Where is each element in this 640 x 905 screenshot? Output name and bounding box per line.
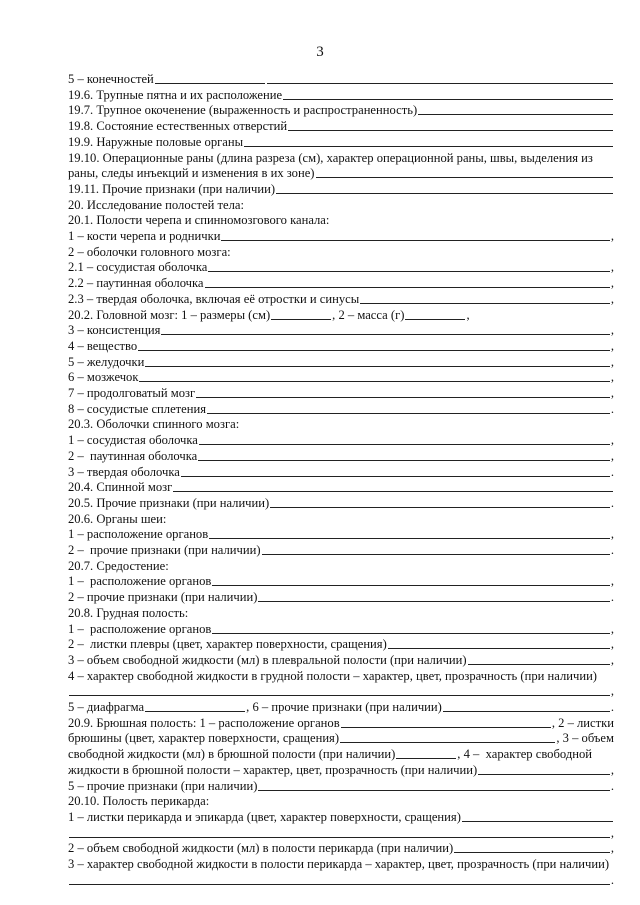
line-suffix: , [610, 354, 614, 369]
line-label: 2.2 – паутинная оболочка [68, 276, 204, 291]
form-line [68, 527, 614, 541]
line-label: 2 – объем свободной жидкости (мл) в полости перикарда (при наличии) [68, 841, 454, 856]
form-line [68, 574, 614, 588]
line-label: 5 – прочие признаки (при наличии) [68, 778, 258, 793]
blank-field[interactable] [478, 763, 610, 775]
line-suffix: , [610, 527, 614, 542]
line-suffix: , [610, 684, 614, 699]
form-line [68, 386, 614, 400]
line-suffix: , [610, 229, 614, 243]
line-label: 1 – расположение органов [68, 527, 209, 542]
line-label: 3 – твердая оболочка [68, 464, 180, 479]
line-suffix: , [466, 307, 470, 322]
line-label: 2 – оболочки головного мозга: [68, 244, 231, 259]
line-suffix: , [610, 652, 614, 667]
line-label: брюшины (цвет, характер поверхности, сращения) [68, 731, 340, 746]
form-line [68, 747, 614, 761]
blank-field[interactable] [199, 433, 610, 445]
form-line [68, 700, 614, 714]
line-label: 19.6. Трупные пятна и их расположение [68, 87, 283, 102]
line-suffix: , [610, 370, 614, 385]
form-line [68, 480, 614, 494]
blank-field[interactable] [209, 527, 610, 539]
line-suffix: , [610, 276, 614, 291]
form-line [68, 496, 614, 510]
blank-field[interactable] [205, 276, 610, 288]
blank-field[interactable] [244, 135, 613, 147]
form-line [68, 873, 614, 887]
line-label: 19.8. Состояние естественных отверстий [68, 119, 288, 134]
blank-field[interactable] [454, 841, 610, 853]
line-label: 20.10. Полость перикарда: [68, 794, 210, 809]
form-line [68, 449, 614, 463]
line-suffix: , [610, 323, 614, 338]
line-suffix: . [610, 464, 614, 479]
form-line [68, 826, 614, 840]
line-label: , 6 – прочие признаки (при наличии) [246, 700, 442, 714]
line-label: 19.11. Прочие признаки (при наличии) [68, 181, 276, 196]
form-line [68, 857, 614, 871]
blank-field[interactable] [139, 370, 609, 382]
line-label: раны, следы инъекций и изменения в их зоне) [68, 166, 315, 181]
line-label: 20.2. Головной мозг: 1 – размеры (см) [68, 307, 271, 322]
form-line [68, 72, 614, 86]
blank-field[interactable] [388, 637, 610, 649]
form-line [68, 198, 614, 212]
form-line [68, 151, 614, 165]
line-label: 3 – консистенция [68, 323, 161, 338]
form-line [68, 763, 614, 777]
line-label: 2 – паутинная оболочка [68, 448, 198, 463]
blank-field[interactable] [405, 308, 465, 320]
line-label: 19.7. Трупное окоченение (выраженность и распространенность) [68, 103, 418, 118]
form-line [68, 135, 614, 149]
line-suffix: , [610, 338, 614, 353]
line-label: 20.9. Брюшная полость: 1 – расположение органов [68, 715, 340, 730]
blank-field[interactable] [258, 779, 609, 791]
line-label: 20. Исследование полостей тела: [68, 197, 244, 212]
form-line [68, 779, 614, 793]
line-suffix: , [610, 637, 614, 652]
line-label: 20.1. Полости черепа и спинномозгового канала: [68, 213, 330, 228]
line-label: 19.10. Операционные раны (длина разреза (см), характер операционной раны, швы, выделения из [68, 150, 593, 165]
blank-field[interactable] [221, 229, 609, 241]
form-line [68, 276, 614, 290]
line-suffix: , [610, 260, 614, 275]
line-label: 4 – вещество [68, 338, 138, 353]
form-line [68, 355, 614, 369]
line-label: 6 – мозжечок [68, 370, 139, 385]
blank-field[interactable] [138, 339, 610, 351]
form-line [68, 622, 614, 636]
blank-field[interactable] [173, 480, 613, 492]
line-suffix: , [610, 621, 614, 636]
form-line [68, 512, 614, 526]
form-line [68, 653, 614, 667]
form-line [68, 684, 614, 698]
line-label: 2 – листки плевры (цвет, характер поверхности, сращения) [68, 637, 387, 652]
form-line [68, 731, 614, 745]
form-line [68, 606, 614, 620]
blank-field[interactable] [396, 747, 456, 759]
line-suffix: . [610, 590, 614, 605]
line-label: 20.8. Грудная полость: [68, 605, 189, 620]
line-suffix: , [610, 841, 614, 856]
line-label: 2 – прочие признаки (при наличии) [68, 543, 261, 557]
blank-field[interactable] [288, 119, 613, 131]
blank-field[interactable] [161, 323, 609, 335]
line-suffix: , [610, 825, 614, 840]
blank-field[interactable] [258, 590, 609, 602]
line-label: 3 – характер свободной жидкости в полости перикарда – характер, цвет, прозрачность (при наличии) [68, 857, 610, 871]
blank-field[interactable] [212, 574, 610, 586]
blank-field[interactable] [316, 166, 613, 178]
form-line [68, 245, 614, 259]
blank-field[interactable] [208, 260, 610, 272]
blank-field[interactable] [462, 810, 613, 822]
blank-field[interactable] [155, 72, 265, 84]
line-label: 5 – диафрагма [68, 700, 145, 714]
blank-field[interactable] [443, 700, 610, 712]
form-line [68, 213, 614, 227]
form-line [68, 810, 614, 824]
blank-field[interactable] [340, 731, 555, 743]
line-label: 20.7. Средостение: [68, 558, 169, 573]
form-line [68, 166, 614, 180]
form-line [68, 88, 614, 102]
line-label: , 2 – масса (г) [332, 307, 405, 322]
blank-field[interactable] [468, 653, 610, 665]
blank-field[interactable] [270, 496, 610, 508]
blank-field[interactable] [271, 308, 331, 320]
line-suffix: . [610, 778, 614, 793]
form-line [68, 543, 614, 557]
line-label: 20.3. Оболочки спинного мозга: [68, 417, 240, 432]
line-suffix: , [610, 574, 614, 589]
form-line [68, 339, 614, 353]
blank-field[interactable] [418, 103, 613, 115]
blank-field[interactable] [69, 873, 610, 885]
form-line [68, 292, 614, 306]
line-label: 4 – характер свободной жидкости в грудной полости – характер, цвет, прозрачность (при наличии) [68, 668, 597, 683]
line-label: 1 – сосудистая оболочка [68, 433, 198, 448]
form-line [68, 559, 614, 573]
form-line [68, 260, 614, 274]
blank-field[interactable] [360, 292, 610, 304]
line-suffix: , [610, 433, 614, 448]
blank-field[interactable] [207, 402, 610, 414]
line-label: 1 – кости черепа и роднички [68, 229, 221, 243]
form-line [68, 182, 614, 196]
form-line [68, 433, 614, 447]
form-line [68, 841, 614, 855]
blank-field[interactable] [198, 449, 610, 461]
form-line [68, 637, 614, 651]
form-line [68, 794, 614, 808]
line-label: 2 – прочие признаки (при наличии) [68, 590, 258, 605]
form-line [68, 417, 614, 431]
blank-field[interactable] [341, 716, 551, 728]
line-label: 20.6. Органы шеи: [68, 511, 167, 526]
line-suffix: , [610, 448, 614, 463]
line-suffix: . [610, 872, 614, 887]
form-line [68, 465, 614, 479]
form-line [68, 370, 614, 384]
form-line [68, 308, 614, 322]
form-line [68, 119, 614, 133]
blank-field[interactable] [196, 386, 610, 398]
line-label: 20.4. Спинной мозг [68, 480, 173, 495]
line-label: 20.5. Прочие признаки (при наличии) [68, 495, 270, 510]
line-suffix: . [610, 495, 614, 510]
form-line [68, 103, 614, 117]
line-label: 5 – желудочки [68, 354, 145, 369]
blank-field[interactable] [181, 465, 610, 477]
line-suffix: , 2 – листки [551, 715, 614, 730]
line-label: 3 – объем свободной жидкости (мл) в плевральной полости (при наличии) [68, 652, 467, 667]
line-label: свободной жидкости (мл) в брюшной полости (при наличии) [68, 747, 396, 762]
line-label: 7 – продолговатый мозг [68, 386, 196, 400]
line-suffix: . [610, 543, 614, 557]
line-label: , 4 – характер свободной [457, 747, 593, 762]
blank-field[interactable] [283, 88, 613, 100]
blank-field[interactable] [212, 622, 610, 634]
form-line [68, 323, 614, 337]
form-line [68, 669, 614, 683]
line-label: 1 – листки перикарда и эпикарда (цвет, характер поверхности, сращения) [68, 809, 461, 824]
form-line [68, 716, 614, 730]
blank-field[interactable] [145, 355, 609, 367]
line-suffix: . [610, 401, 614, 416]
blank-field[interactable] [267, 72, 613, 84]
line-label: 19.9. Наружные половые органы [68, 134, 244, 149]
line-label: жидкости в брюшной полости – характер, цвет, прозрачность (при наличии) [68, 762, 478, 777]
line-suffix: , 3 – объем [556, 731, 614, 746]
form-line [68, 402, 614, 416]
form-line [68, 229, 614, 243]
blank-field[interactable] [69, 826, 610, 838]
blank-field[interactable] [262, 543, 610, 555]
line-label: 8 – сосудистые сплетения [68, 401, 207, 416]
line-label: 5 – конечностей [68, 72, 154, 86]
line-label: 1 – расположение органов [68, 574, 212, 589]
line-label: 1 – расположение органов [68, 621, 212, 636]
line-label: 2.3 – твердая оболочка, включая её отростки и синусы [68, 291, 360, 306]
form-line [68, 590, 614, 604]
line-suffix: , [610, 291, 614, 306]
line-label: 2.1 – сосудистая оболочка [68, 260, 208, 275]
line-suffix: , [610, 386, 614, 400]
blank-field[interactable] [145, 700, 245, 712]
line-suffix: , [610, 762, 614, 777]
blank-field[interactable] [69, 684, 610, 696]
line-suffix: . [610, 700, 614, 714]
page-number: 3 [316, 44, 324, 60]
blank-field[interactable] [276, 182, 613, 194]
